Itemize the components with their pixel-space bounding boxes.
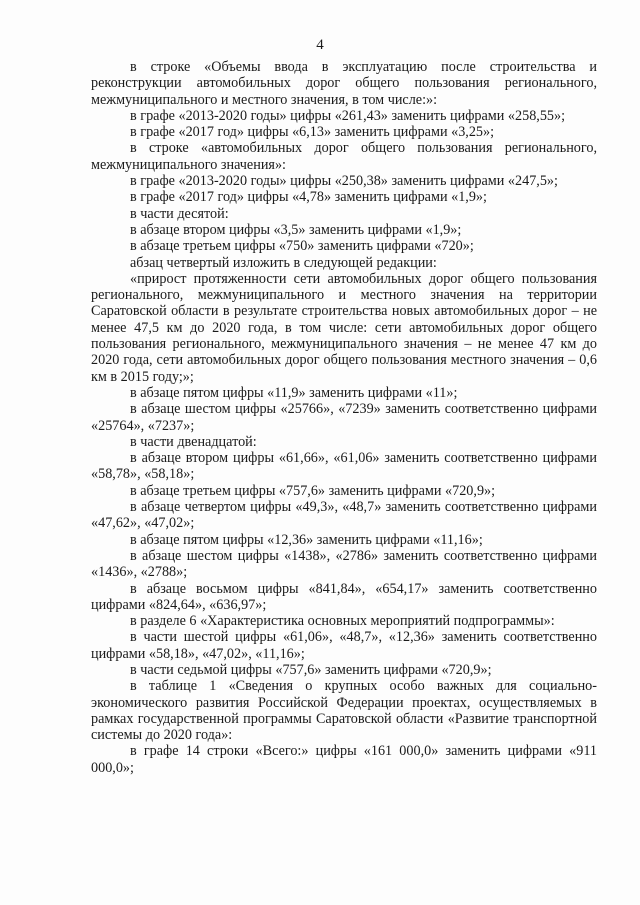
paragraph: в абзаце третьем цифры «750» заменить цифрами «720»; [130,238,474,255]
paragraph: в графе «2013-2020 годы» цифры «261,43» заменить цифрами «258,55»; [130,107,566,124]
paragraph: в части седьмой цифры «757,6» заменить цифрами «720,9»; [130,661,492,678]
paragraph: в абзаце пятом цифры «12,36» заменить цифрами «11,16»; [130,531,483,548]
paragraph: в абзаце восьмом цифры «841,84», «654,17» заменить соответственно цифрами «824,64», «636,97»; [91,580,597,613]
paragraph: в графе «2013-2020 годы» цифры «250,38» заменить цифрами «247,5»; [130,173,558,190]
paragraph: в части шестой цифры «61,06», «48,7», «12,36» заменить соответственно цифрами «58,18», «47,02», «11,16»; [91,629,597,662]
paragraph: в графе «2017 год» цифры «4,78» заменить цифрами «1,9»; [130,189,487,206]
paragraph: в части двенадцатой: [130,433,257,450]
document-body [91,59,597,776]
quoted-paragraph: «прирост протяженности сети автомобильных дорог общего пользования регионального, межмуниципального и местного значения на территории Саратовской области в результате строительства новых автомобильных дорог – не менее 47,5 км до 2020 года, в том числе: сети автомобильных дорог общего пользования регионального, межмуниципального значения – не менее 47 км до 2020 года, сети автомобильных дорог общего пользования местного значения – 0,6 км в 2015 году;»; [91,270,597,385]
paragraph: в части десятой: [130,205,229,222]
paragraph: в строке «автомобильных дорог общего пользования регионального, межмуниципального значения»: [91,140,597,173]
paragraph: абзац четвертый изложить в следующей редакции: [130,254,437,271]
paragraph: в абзаце пятом цифры «11,9» заменить цифрами «11»; [130,384,458,401]
paragraph: в разделе 6 «Характеристика основных мероприятий подпрограммы»: [130,613,555,630]
paragraph: в абзаце третьем цифры «757,6» заменить цифрами «720,9»; [130,482,496,499]
page-number: 4 [316,37,324,53]
paragraph: в таблице 1 «Сведения о крупных особо важных для социально-экономического развития Российской Федерации проектах, осуществляемых в рамках государственной программы Саратовской области «Развитие транспортной системы до 2020 года»: [91,678,597,744]
paragraph: в абзаце втором цифры «3,5» заменить цифрами «1,9»; [130,221,462,238]
paragraph: в абзаце шестом цифры «25766», «7239» заменить соответственно цифрами «25764», «7237»; [91,401,597,434]
paragraph: в графе 14 строки «Всего:» цифры «161 000,0» заменить цифрами «911 000,0»; [91,743,597,776]
paragraph: в строке «Объемы ввода в эксплуатацию после строительства и реконструкции автомобильных дорог общего пользования регионального, межмуниципального и местного значения, в том числе:»: [91,59,597,108]
paragraph: в абзаце втором цифры «61,66», «61,06» заменить соответственно цифрами «58,78», «58,18»; [91,450,597,483]
paragraph: в графе «2017 год» цифры «6,13» заменить цифрами «3,25»; [130,124,495,141]
paragraph: в абзаце четвертом цифры «49,3», «48,7» заменить соответственно цифрами «47,62», «47,02»; [91,499,597,532]
paragraph: в абзаце шестом цифры «1438», «2786» заменить соответственно цифрами «1436», «2788»; [91,547,597,581]
